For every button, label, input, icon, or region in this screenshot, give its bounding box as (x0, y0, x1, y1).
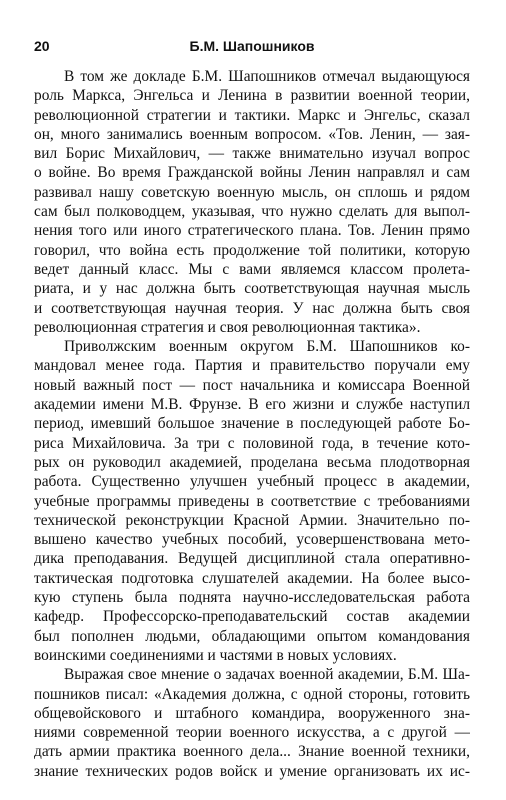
text-line: говорил, что война есть продолжение той политики, которую (34, 241, 470, 259)
text-line: кую ступень была поднята научно-исследовательская работа (34, 589, 470, 607)
text-line: период, имевший большое значение в последующей работе Бо- (34, 415, 470, 433)
text-line: знание технических родов войск и умение организовать их ис- (34, 762, 470, 780)
page-header (34, 38, 470, 60)
text-line: воинскими соединениями и частями в новых условиях. (34, 646, 397, 664)
text-line: вышено качество учебных пособий, усовершенствована мето- (34, 531, 470, 549)
text-line: вил Борис Михайлович, — также внимательно изучал вопрос (34, 145, 470, 163)
text-line: академии имени М.В. Фрунзе. В его жизни и службе наступил (34, 396, 470, 414)
text-line: сам был полководцем, указывая, что нужно сделать для выпол- (34, 203, 470, 221)
text-line: риса Михайловича. За три с половиной года, в течение кото- (34, 434, 470, 452)
text-line: технической реконструкции Красной Армии. Значительно по- (34, 511, 470, 529)
text-line: и соответствующая научная теория. У нас должна быть своя (34, 299, 470, 317)
text-line: мандовал менее года. Партия и правительство поручали ему (34, 357, 470, 375)
paragraph (34, 665, 470, 781)
text-line: рых он руководил академией, проделана весьма плодотворная (34, 453, 470, 471)
text-line: В том же докладе Б.М. Шапошников отмечал выдающуюся (64, 68, 470, 85)
text-line: революционной стратегии и тактики. Маркс и Энгельс, сказал (34, 106, 470, 124)
text-line: новый важный пост — пост начальника и комиссара Военной (34, 376, 470, 394)
text-line: риата, и у нас должна быть соответствующая научная мысль (34, 280, 470, 298)
text-line: ниями современной теории военного искусства, а с другой — (34, 724, 470, 742)
paragraph (34, 337, 470, 665)
text-line: дика преподавания. Ведущей дисциплиной стала оперативно- (34, 550, 470, 568)
text-line: нения того или иного стратегического плана. Тов. Ленин прямо (34, 222, 470, 240)
running-title: Б.М. Шапошников (189, 38, 315, 54)
text-line: развивал нашу советскую военную мысль, он сплошь и рядом (34, 183, 470, 201)
text-line: был пополнен людьми, обладающими опытом командования (34, 627, 470, 645)
text-line: Приволжским военным округом Б.М. Шапошников ко- (64, 338, 470, 356)
text-line: дать армии практика военного дела... Знание военной техники, (34, 743, 470, 761)
text-line: общевойскового и штабного командира, вооруженного зна- (34, 704, 470, 722)
text-line: пошников писал: «Академия должна, с одной стороны, готовить (34, 685, 470, 703)
text-line: тактическая подготовка слушателей академии. На более высо- (34, 569, 470, 587)
page-number: 20 (34, 38, 50, 54)
text-line: о войне. Во время Гражданской войны Ленин направлял и сам (34, 164, 470, 182)
text-line: Выражая свое мнение о задачах военной академии, Б.М. Ша- (64, 666, 470, 684)
text-line: работа. Существенно улучшен учебный процесс в академии, (34, 473, 470, 491)
body-text (34, 67, 470, 781)
text-line: учебные программы приведены в соответствие с требованиями (34, 492, 470, 510)
text-line: революционная стратегия и своя революционная тактика». (34, 318, 421, 336)
text-line: ведет данный класс. Мы с вами являемся классом пролета- (34, 260, 470, 278)
text-line: роль Маркса, Энгельса и Ленина в развитии военной теории, (34, 87, 470, 105)
text-line: кафедр. Профессорско-преподавательский состав академии (34, 608, 470, 626)
paragraph (34, 67, 470, 337)
text-line: он, много занимались военным вопросом. «Тов. Ленин, — зая- (34, 125, 470, 143)
